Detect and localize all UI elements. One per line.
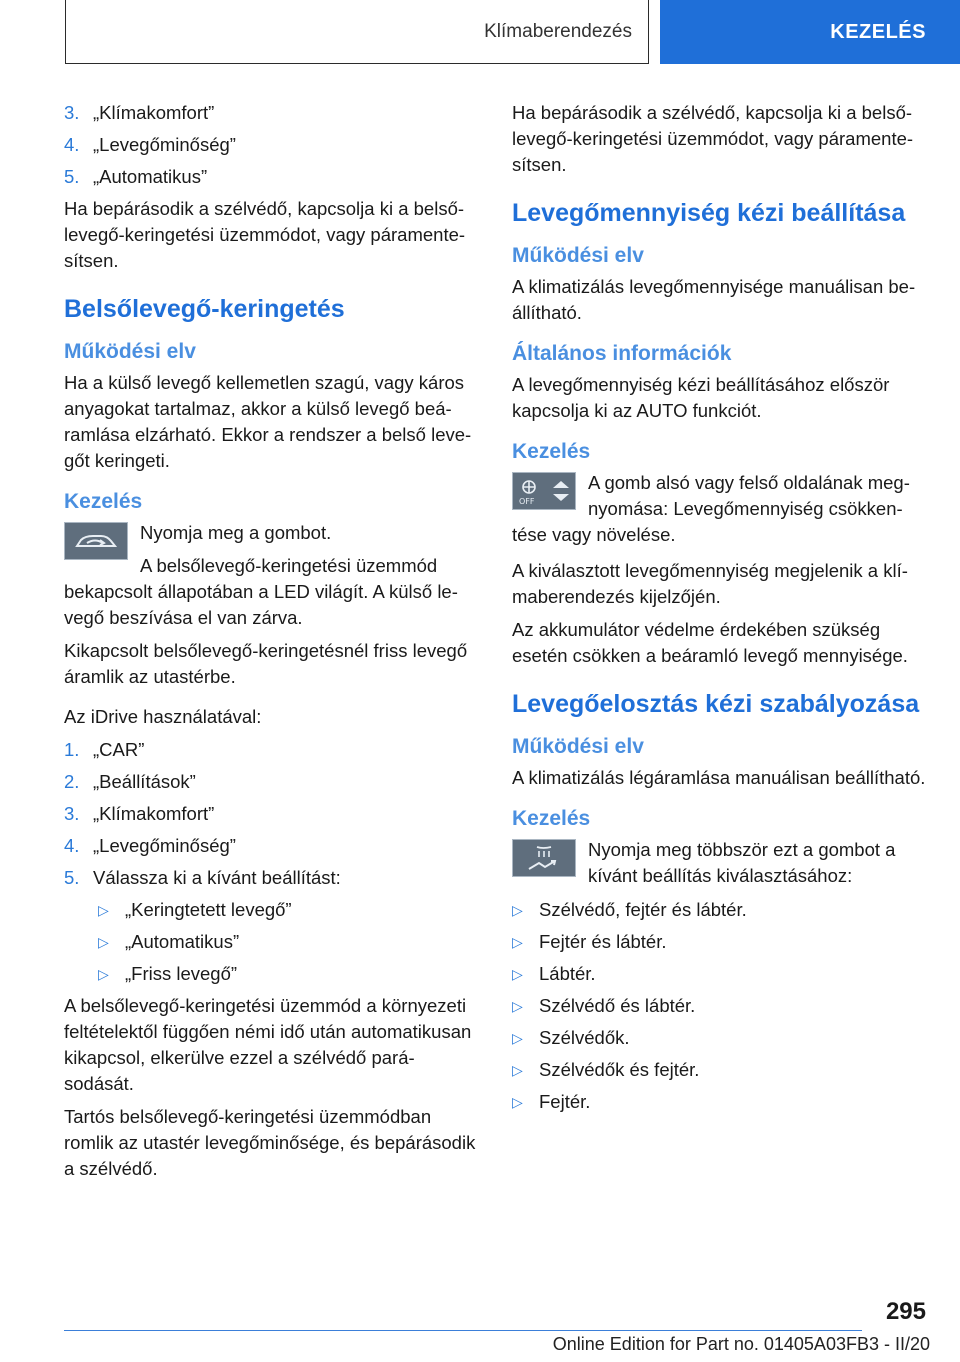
section-title: Klímaberendezés <box>65 0 649 64</box>
page-number: 295 <box>885 1298 926 1325</box>
paragraph: Ha bepárásodik a szélvédő, kapcsolja ki a belsőlevegő-keringetési üzemmódot, vagy páramentesítsen. <box>512 102 914 175</box>
subheading: Általános információk <box>512 342 732 365</box>
subheading: Működési elv <box>64 340 196 363</box>
left-column <box>64 100 478 1189</box>
list-item: ▷ Lábtér. <box>512 961 926 987</box>
list-item: 1. „CAR” <box>64 739 145 760</box>
list-item: 2. „Beállítások” <box>64 771 196 792</box>
sub-list-item: ▷ „Keringtetett levegő” <box>98 897 478 923</box>
list-item: 3. „Klímakomfort” <box>64 803 215 824</box>
page-header <box>0 0 960 66</box>
list-item: 4. „Levegőminőség” <box>64 134 236 155</box>
sub-list-item: ▷ „Automatikus” <box>98 929 478 955</box>
paragraph: Ha a külső levegő kellemetlen szagú, vagy káros anyagokat tartalmaz, akkor a külső levegő beáramlása elzárható. Ekkor a rendszer a belső levegőt keringeti. <box>64 372 472 471</box>
paragraph: Tartós belsőlevegő-keringetési üzemmódban romlik az utastér levegőminősége, és bepárásodik a szélvédő. <box>64 1106 476 1179</box>
list-item: ▷ Szélvédők. <box>512 1025 926 1051</box>
list-item: 3. „Klímakomfort” <box>64 102 215 123</box>
subheading: Kezelés <box>64 490 143 513</box>
section-heading: Levegőmennyiség kézi beállítása <box>512 199 906 227</box>
footer-divider <box>64 1330 862 1331</box>
subheading: Működési elv <box>512 735 644 758</box>
section-heading: Levegőelosztás kézi szabályozása <box>512 690 920 718</box>
triangle-bullet-icon: ▷ <box>512 1062 523 1078</box>
list-item: 5. Válassza ki a kívánt beállítást: <box>64 867 341 888</box>
sub-list-item: ▷ „Friss levegő” <box>98 961 478 987</box>
subheading: Működési elv <box>512 244 644 267</box>
triangle-bullet-icon: ▷ <box>512 1030 523 1046</box>
air-distribution-button-icon <box>512 839 576 877</box>
paragraph: Az akkumulátor védelme érdekében szükség esetén csökken a beáramló levegő mennyisége. <box>512 619 908 666</box>
triangle-bullet-icon: ▷ <box>512 998 523 1014</box>
button-description: Nyomja meg a gombot. A belsőlevegő-keringetési üzemmód bekapcsolt állapotában a LED világít. A külső levegő beszívása el van zárva. <box>64 522 458 628</box>
paragraph: Ha bepárásodik a szélvédő, kapcsolja ki a belsőlevegő-keringetési üzemmódot, vagy páramentesítsen. <box>64 198 466 271</box>
paragraph: A kiválasztott levegőmennyiség megjelenik a klímaberendezés kijelzőjén. <box>512 560 908 607</box>
button-description: Nyomja meg többször ezt a gombot a kívánt beállítás kiválasztásához: <box>512 837 926 889</box>
paragraph: A klimatizálás levegőmennyisége manuálisan beállítható. <box>512 276 916 323</box>
paragraph: A belsőlevegő-keringetési üzemmód a környezeti feltételektől függően némi idő után automatikusan kikapcsol, elkerülve ezzel a szélvédő parásodását. <box>64 995 472 1094</box>
fan-speed-button-icon <box>512 472 576 510</box>
triangle-bullet-icon: ▷ <box>98 902 109 918</box>
triangle-bullet-icon: ▷ <box>98 934 109 950</box>
paragraph: A klimatizálás légáramlása manuálisan beállítható. <box>512 767 926 788</box>
triangle-bullet-icon: ▷ <box>512 966 523 982</box>
svg-text:OFF: OFF <box>519 497 535 506</box>
button-description: OFF A gomb alsó vagy felső oldalának megnyomása: Levegőmennyiség csökkentése vagy növelése. <box>512 472 910 545</box>
triangle-bullet-icon: ▷ <box>512 1094 523 1110</box>
paragraph: A levegőmennyiség kézi beállításához először kapcsolja ki az AUTO funkciót. <box>512 374 890 421</box>
list-item: 5. „Automatikus” <box>64 166 208 187</box>
subheading: Kezelés <box>512 807 591 830</box>
list-item: ▷ Szélvédők és fejtér. <box>512 1057 926 1083</box>
right-column <box>512 100 926 1121</box>
edition-text: Online Edition for Part no. 01405A03FB3 - II/20 <box>552 1334 930 1354</box>
list-item: ▷ Szélvédő és lábtér. <box>512 993 926 1019</box>
paragraph: Kikapcsolt belsőlevegő-keringetésnél friss levegő áramlik az utastérbe. <box>64 640 468 687</box>
subheading: Kezelés <box>512 440 591 463</box>
triangle-bullet-icon: ▷ <box>98 966 109 982</box>
paragraph: Az iDrive használatával: <box>64 706 262 727</box>
triangle-bullet-icon: ▷ <box>512 934 523 950</box>
section-heading: Belsőlevegő-keringetés <box>64 295 345 323</box>
chapter-tab: KEZELÉS <box>660 0 960 64</box>
list-item: 4. „Levegőminőség” <box>64 835 236 856</box>
list-item: ▷ Fejtér és lábtér. <box>512 929 926 955</box>
recirculation-button-icon <box>64 522 128 560</box>
triangle-bullet-icon: ▷ <box>512 902 523 918</box>
list-item: ▷ Fejtér. <box>512 1089 926 1115</box>
list-item: ▷ Szélvédő, fejtér és lábtér. <box>512 897 926 923</box>
